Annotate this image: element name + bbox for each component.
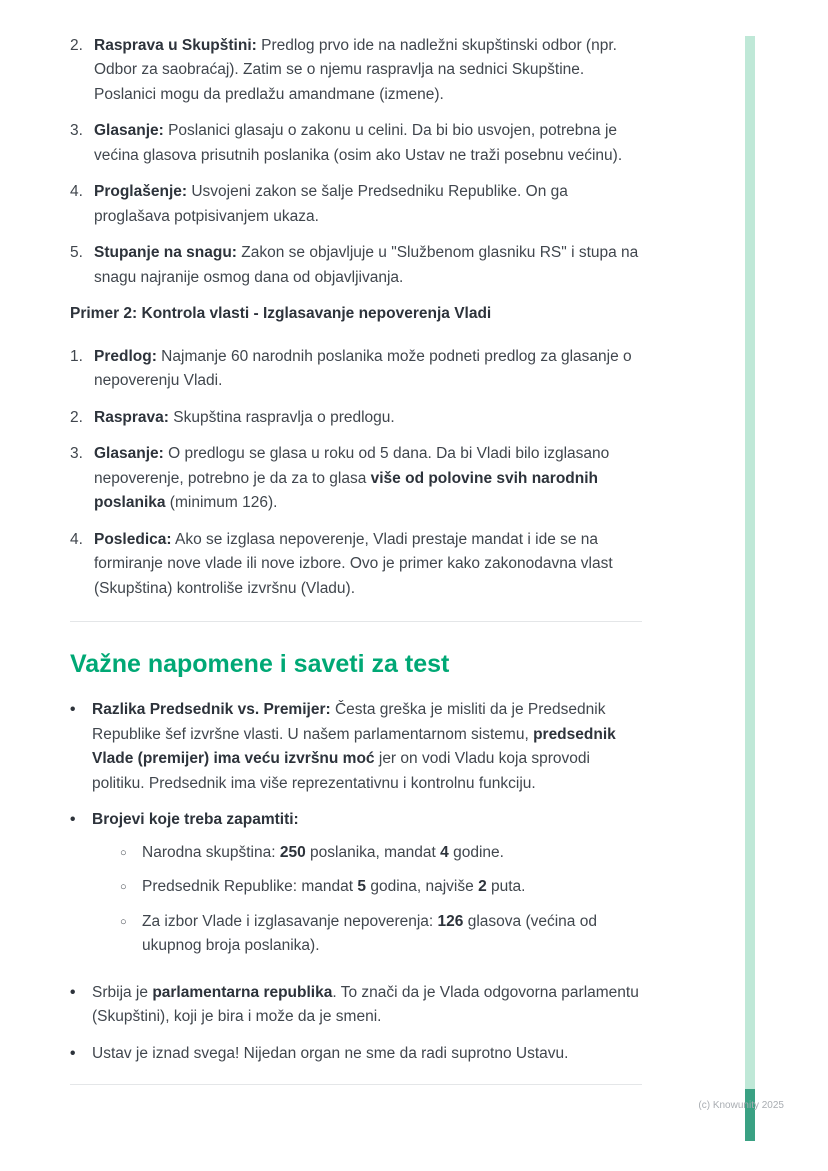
number-marker: 2. — [70, 37, 83, 54]
sub-list-item — [120, 875, 642, 899]
bottom-divider — [70, 1084, 642, 1085]
list-item — [70, 981, 642, 1030]
list-item-text: Razlika Predsednik vs. Premijer: Česta greška je misliti da je Predsednik Republike šef izvršne vlasti. U našem parlamentarnom sistemu, predsednik Vlade (premijer) ima veću izvršnu moć jer on vodi Vladu koja sprovodi politiku. Predsednik ima više reprezentativnu i kontrolnu funkciju. — [92, 701, 616, 792]
circle-bullet-icon — [120, 875, 142, 899]
number-marker: 2. — [70, 408, 83, 426]
notes-section-heading: Važne napomene i saveti za test — [70, 650, 450, 679]
list-item — [70, 241, 642, 290]
bullet-icon — [70, 1042, 92, 1066]
bullet-icon — [70, 808, 92, 968]
list-item — [70, 442, 642, 515]
list-item-text: Srbija je parlamentarna republika. To znači da je Vlada odgovorna parlamentu (Skupštini), koji je bira i može da je smeni. — [92, 983, 639, 1026]
number-marker: 1. — [70, 347, 83, 365]
number-marker: 3. — [70, 122, 83, 140]
list-item-text: Predlog: Najmanje 60 narodnih poslanika može podneti predlog za glasanje o nepoverenju Vladi. — [94, 347, 632, 390]
sub-list-item-text: Za izbor Vlade i izglasavanje nepoverenja: 126 glasova (većina od ukupnog broja poslanika). — [142, 912, 597, 955]
number-marker: 3. — [70, 445, 83, 463]
number-marker: 4. — [70, 530, 83, 548]
list-item-text: Rasprava: Skupština raspravlja o predlogu. — [94, 408, 395, 426]
circle-bullet-icon — [120, 910, 142, 959]
copyright-text: (c) Knowunity 2025 — [698, 1100, 784, 1111]
list-item — [70, 345, 642, 394]
list-item-text: Ustav je iznad svega! Nijedan organ ne sme da radi suprotno Ustavu. — [92, 1044, 569, 1062]
scrollbar-thumb[interactable] — [745, 1089, 755, 1141]
list-item-text: Rasprava u Skupštini: Predlog prvo ide na nadležni skupštinski odbor (npr. Odbor za saobraćaj). Zatim se o njemu raspravlja na sednici Skupštine. Poslanici mogu da predlažu amandmane (izmene). — [94, 37, 617, 103]
list-item-text: Stupanje na snagu: Zakon se objavljuje u "Službenom glasniku RS" i stupa na snagu najranije osmog dana od objavljivanja. — [94, 244, 639, 286]
list-item — [70, 808, 642, 968]
list-item-text: Glasanje: O predlogu se glasa u roku od 5 dana. Da bi Vladi bilo izglasano nepoverenje, potrebno je da za to glasa više od polovine svih narodnih poslanika (minimum 126). — [94, 445, 610, 512]
list-item — [70, 34, 642, 107]
sub-list-item-text: Narodna skupština: 250 poslanika, mandat 4 godine. — [142, 843, 504, 861]
list-item — [70, 180, 642, 229]
sub-list-item — [120, 910, 642, 959]
list-item — [70, 119, 642, 168]
bullet-icon — [70, 981, 92, 1030]
list-item-text — [92, 808, 642, 968]
numbers-sub-list — [120, 841, 642, 959]
number-marker: 5. — [70, 244, 83, 262]
scrollbar-track[interactable] — [745, 36, 755, 1141]
sub-list-item-text: Predsednik Republike: mandat 5 godina, najviše 2 puta. — [142, 878, 526, 896]
bullet-icon — [70, 698, 92, 796]
sub-list-item — [120, 841, 642, 865]
list-item — [70, 528, 642, 601]
number-marker: 4. — [70, 183, 83, 201]
list-item — [70, 698, 642, 796]
list-item-text: Posledica: Ako se izglasa nepoverenje, Vladi prestaje mandat i ide se na formiranje nove vlade ili nove izbore. Ovo je primer kako zakonodavna vlast (Skupština) kontroliše izvršnu (Vladu). — [94, 530, 613, 597]
list-item-text: Proglašenje: Usvojeni zakon se šalje Predsedniku Republike. On ga proglašava potpisivanjem ukaza. — [94, 183, 568, 225]
section-divider — [70, 621, 642, 622]
list-item-lead: Brojevi koje treba zapamtiti: — [92, 811, 299, 829]
no-confidence-list — [70, 345, 642, 601]
primer2-heading: Primer 2: Kontrola vlasti - Izglasavanje nepoverenja Vladi — [70, 305, 492, 323]
document-content — [70, 34, 642, 1085]
notes-bullet-list — [70, 698, 642, 1066]
circle-bullet-icon — [120, 841, 142, 865]
list-item — [70, 1042, 642, 1066]
law-process-list — [70, 34, 642, 290]
list-item-text: Glasanje: Poslanici glasaju o zakonu u celini. Da bi bio usvojen, potrebna je većina glasova prisutnih poslanika (osim ako Ustav ne traži posebnu većinu). — [94, 122, 623, 164]
list-item — [70, 406, 642, 430]
